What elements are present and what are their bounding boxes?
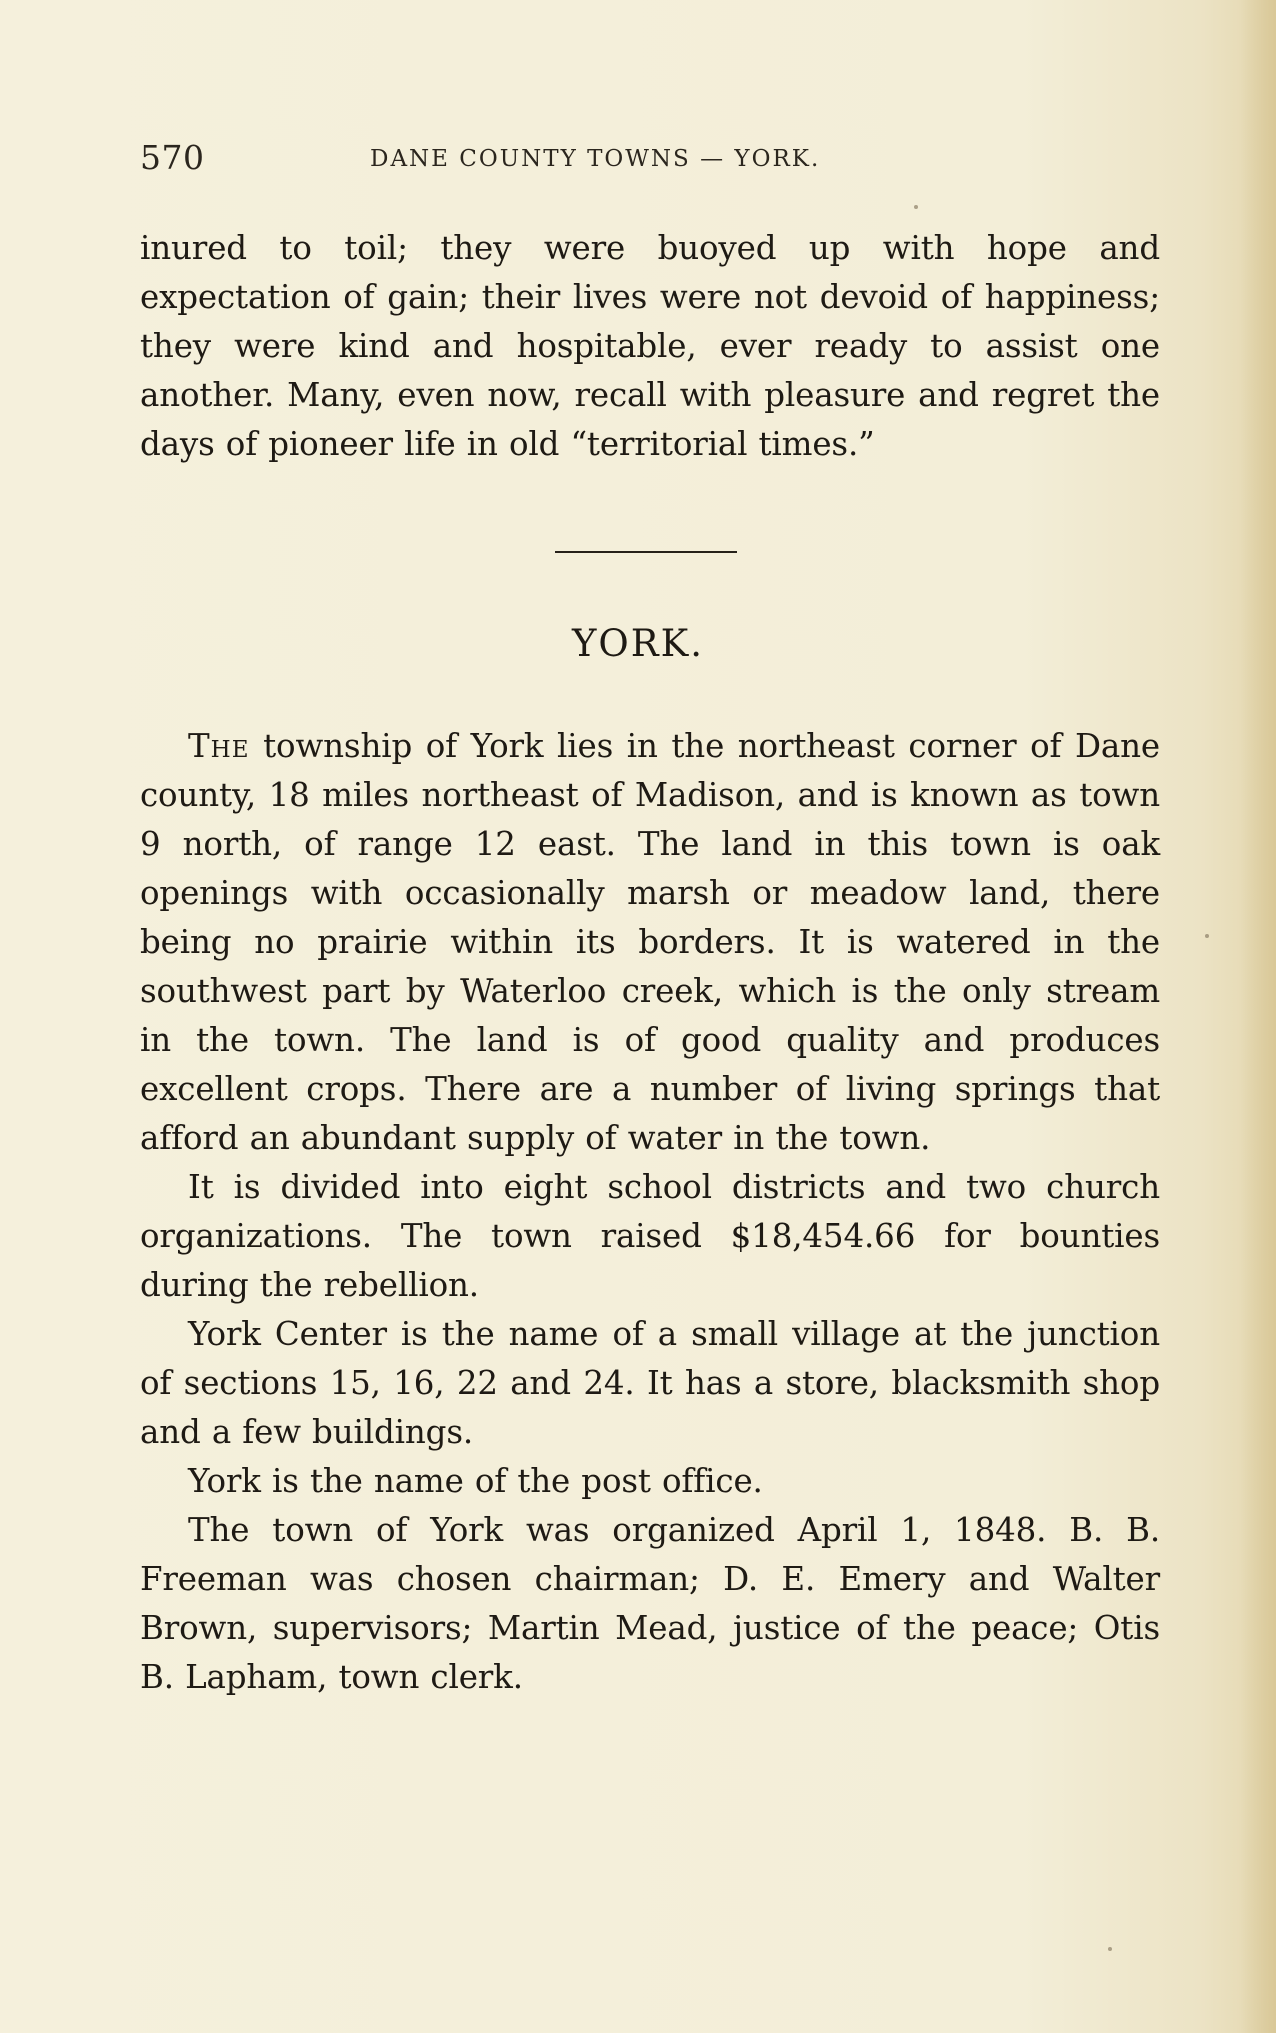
paper-speck	[914, 205, 918, 209]
section-body	[140, 722, 1160, 1757]
section-title: YORK.	[571, 622, 705, 665]
section-paragraph-5: The town of York was organized April 1, 1848. B. B. Freeman was chosen chairman; D. E. Emery and Walter Brown, supervisors; Martin Mead, justice of the peace; Otis B. Lapham, town clerk.	[140, 1511, 1160, 1696]
continued-paragraph: inured to toil; they were buoyed up with hope and expectation of gain; their lives were not devoid of happiness; they were kind and hospitable, ever ready to assist one another. Many, even now, recall with pleasure and regret the days of pioneer life in old “territorial times.”	[140, 229, 1160, 463]
page-edge-shadow	[1240, 0, 1276, 2033]
paper-speck	[1205, 934, 1209, 938]
section-paragraph-4: York is the name of the post office.	[188, 1462, 763, 1500]
running-head: DANE COUNTY TOWNS — YORK.	[370, 146, 821, 172]
page-number: 570	[140, 138, 205, 177]
section-divider	[555, 551, 737, 553]
lead-word: The	[188, 727, 250, 765]
section-paragraph-3: York Center is the name of a small village at the junction of sections 15, 16, 22 and 24. It has a store, blacksmith shop and a few buildings.	[140, 1315, 1160, 1451]
section-paragraph-2: It is divided into eight school districts and two church organizations. The town raised $18,454.66 for bounties during the rebellion.	[140, 1168, 1160, 1304]
section-paragraph-1	[140, 722, 1160, 1163]
paragraph-text: township of York lies in the northeast corner of Dane county, 18 miles northeast of Madison, and is known as town 9 north, of range 12 east. The land in this town is oak openings with occasionally marsh or meadow land, there being no prairie within its borders. It is watered in the southwest part by Waterloo creek, which is the only stream in the town. The land is of good quality and produces excellent crops. There are a number of living springs that afford an abundant supply of water in the town.	[140, 727, 1160, 1157]
page-header	[140, 136, 1020, 186]
paper-speck	[1108, 1947, 1112, 1951]
